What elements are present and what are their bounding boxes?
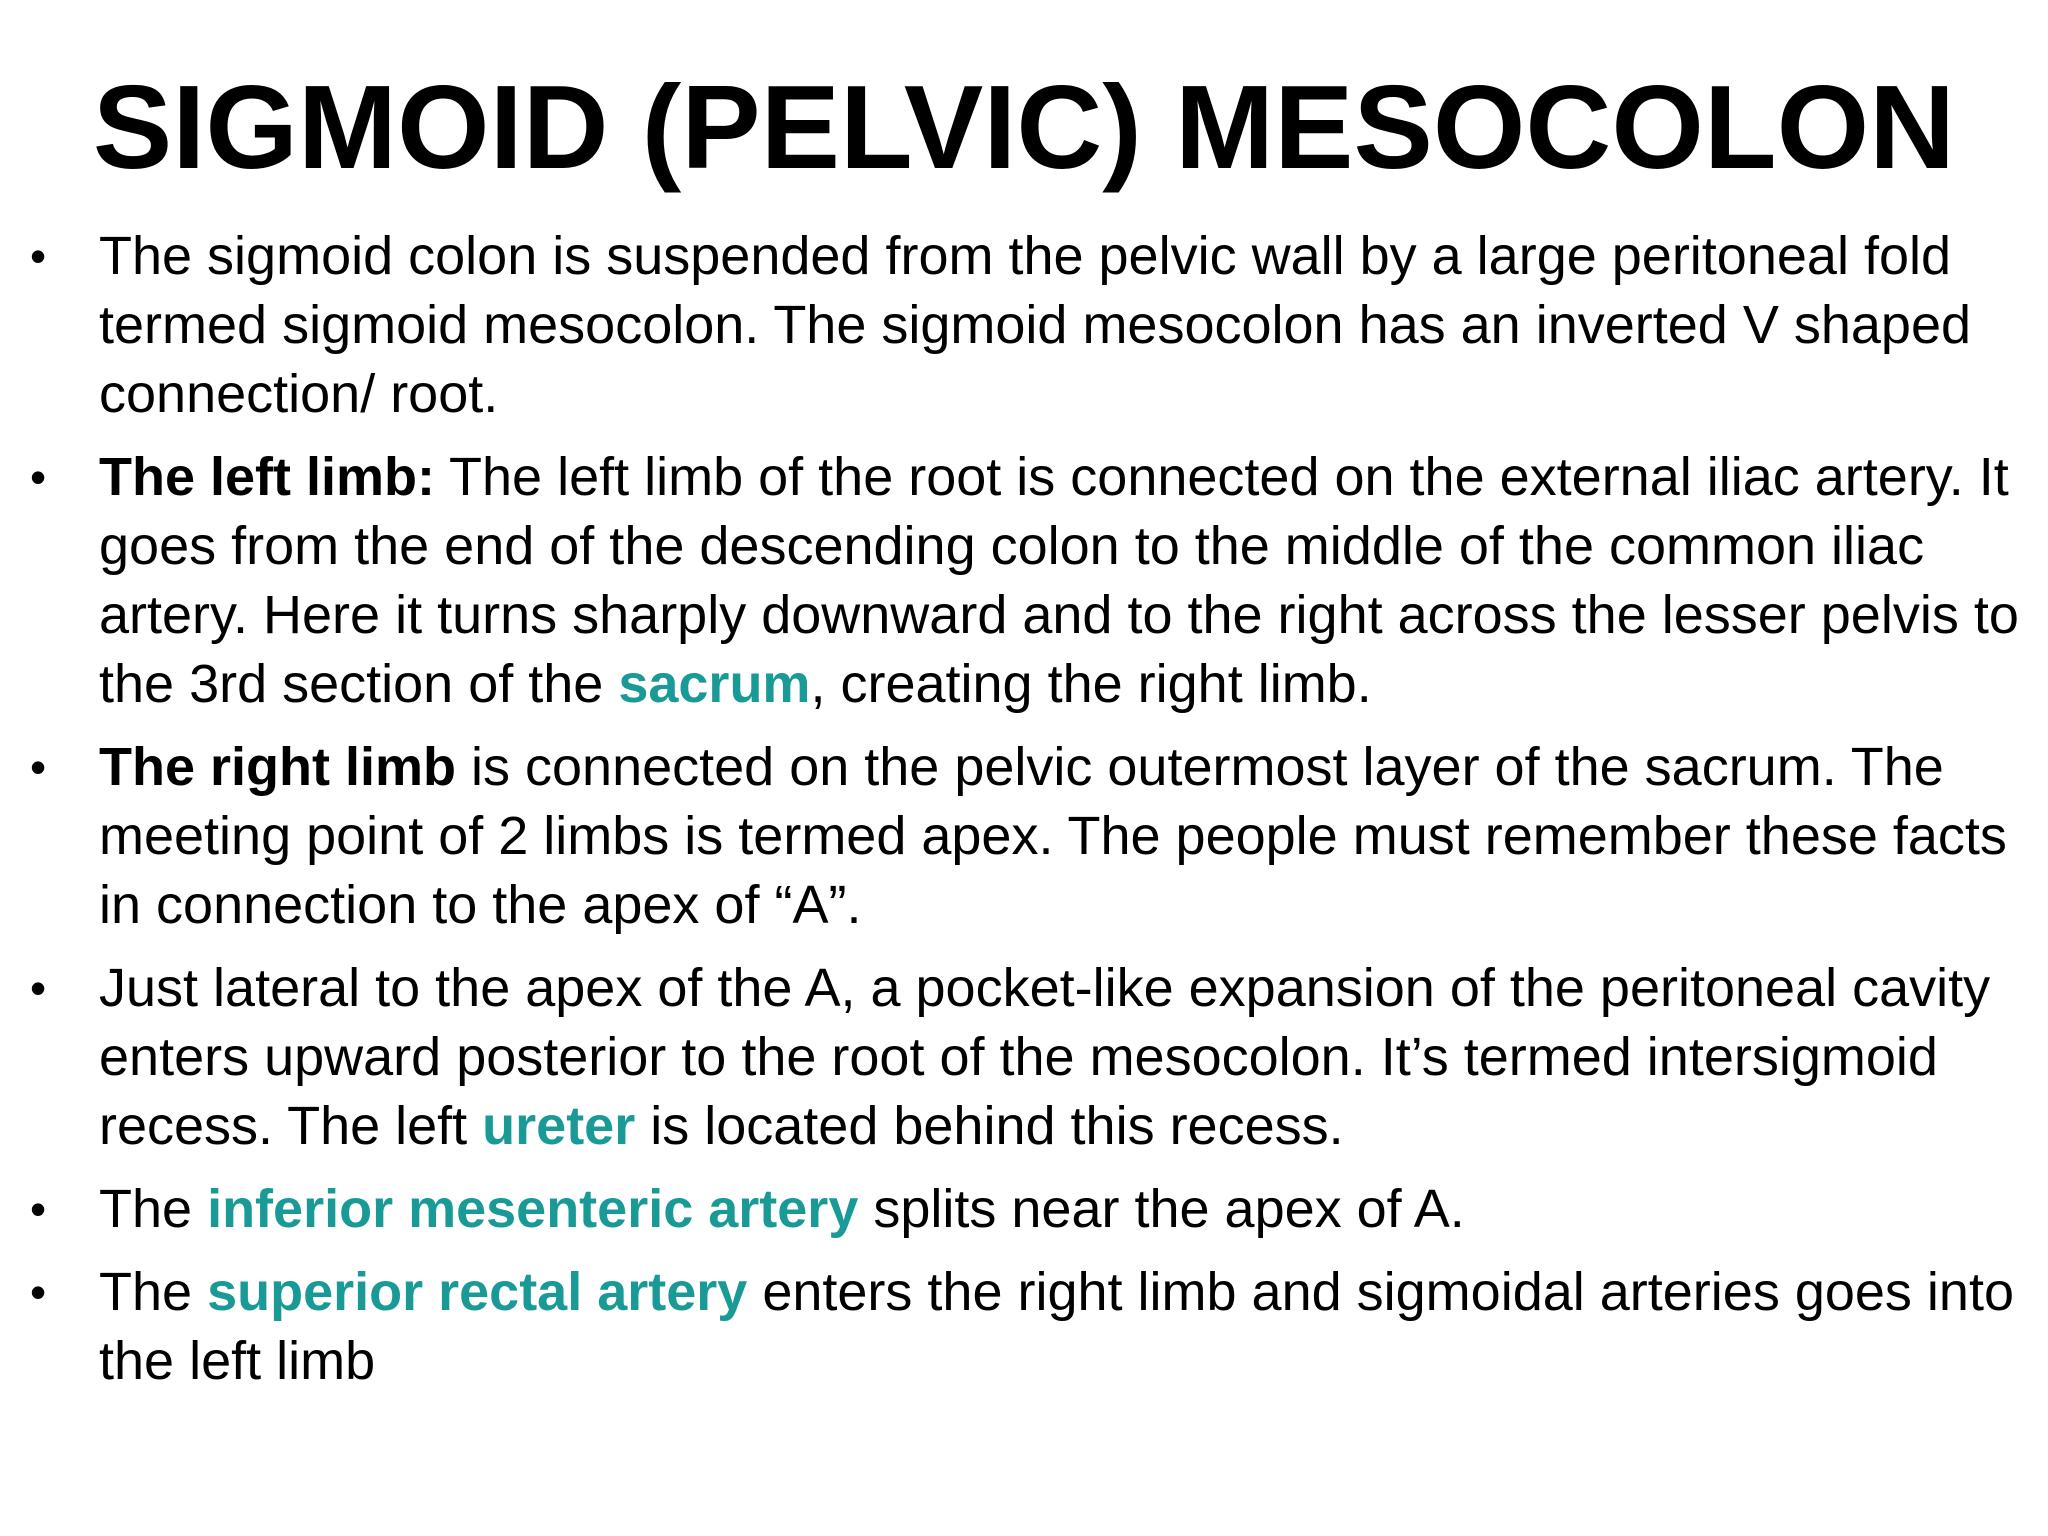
bullet-marker: • (30, 1183, 47, 1235)
highlight-term: inferior mesenteric artery (207, 1179, 859, 1239)
bullet-text-tail: is located behind this recess. (635, 1096, 1344, 1156)
bullet-text-tail: , creating the right limb. (810, 654, 1372, 714)
highlight-term: ureter (482, 1096, 636, 1156)
bullet-item-3 (0, 733, 2048, 940)
bullet-text: The (99, 1179, 208, 1239)
bullet-marker: • (30, 741, 47, 793)
bullet-text: is connected on the pelvic outermost layer of the sacrum. The meeting point of 2 limbs is termed apex. The people must remember these facts in connection to the apex of “A”. (99, 737, 2007, 935)
bullet-bold-lead: The right limb (99, 737, 456, 797)
bullet-text: The (99, 1262, 208, 1322)
bullet-marker: • (30, 451, 47, 503)
highlight-term: sacrum (618, 654, 811, 714)
bullet-text-tail: enters the right limb and sigmoidal arteries goes into the left limb (99, 1262, 2014, 1391)
bullet-text: The sigmoid colon is suspended from the pelvic wall by a large peritoneal fold termed sigmoid mesocolon. The sigmoid mesocolon has an inverted V shaped connection/ root. (99, 226, 1972, 424)
bullet-bold-lead: The left limb: (99, 447, 435, 507)
bullet-text: Just lateral to the apex of the A, a pocket-like expansion of the peritoneal cavity enters upward posterior to the root of the mesocolon. It’s termed intersigmoid recess. The left (99, 958, 1991, 1156)
bullet-item-6 (0, 1258, 2048, 1396)
bullet-text: The left limb of the root is connected on the external iliac artery. It goes from the end of the descending colon to the middle of the common iliac artery. Here it turns sharply downward and to the right across the lesser pelvis to the 3rd section of the (99, 447, 2019, 714)
bullet-marker: • (30, 1266, 47, 1318)
bullet-item-4 (0, 954, 2048, 1161)
bullet-item-2 (0, 443, 2048, 719)
bullet-item-5 (0, 1175, 2048, 1244)
bullet-list (0, 222, 2048, 1410)
bullet-marker: • (30, 962, 47, 1014)
highlight-term: superior rectal artery (207, 1262, 748, 1322)
bullet-marker: • (30, 230, 47, 282)
slide-title: SIGMOID (PELVIC) MESOCOLON (92, 61, 1956, 194)
bullet-text-tail: splits near the apex of A. (858, 1179, 1465, 1239)
bullet-item-1 (0, 222, 2048, 429)
